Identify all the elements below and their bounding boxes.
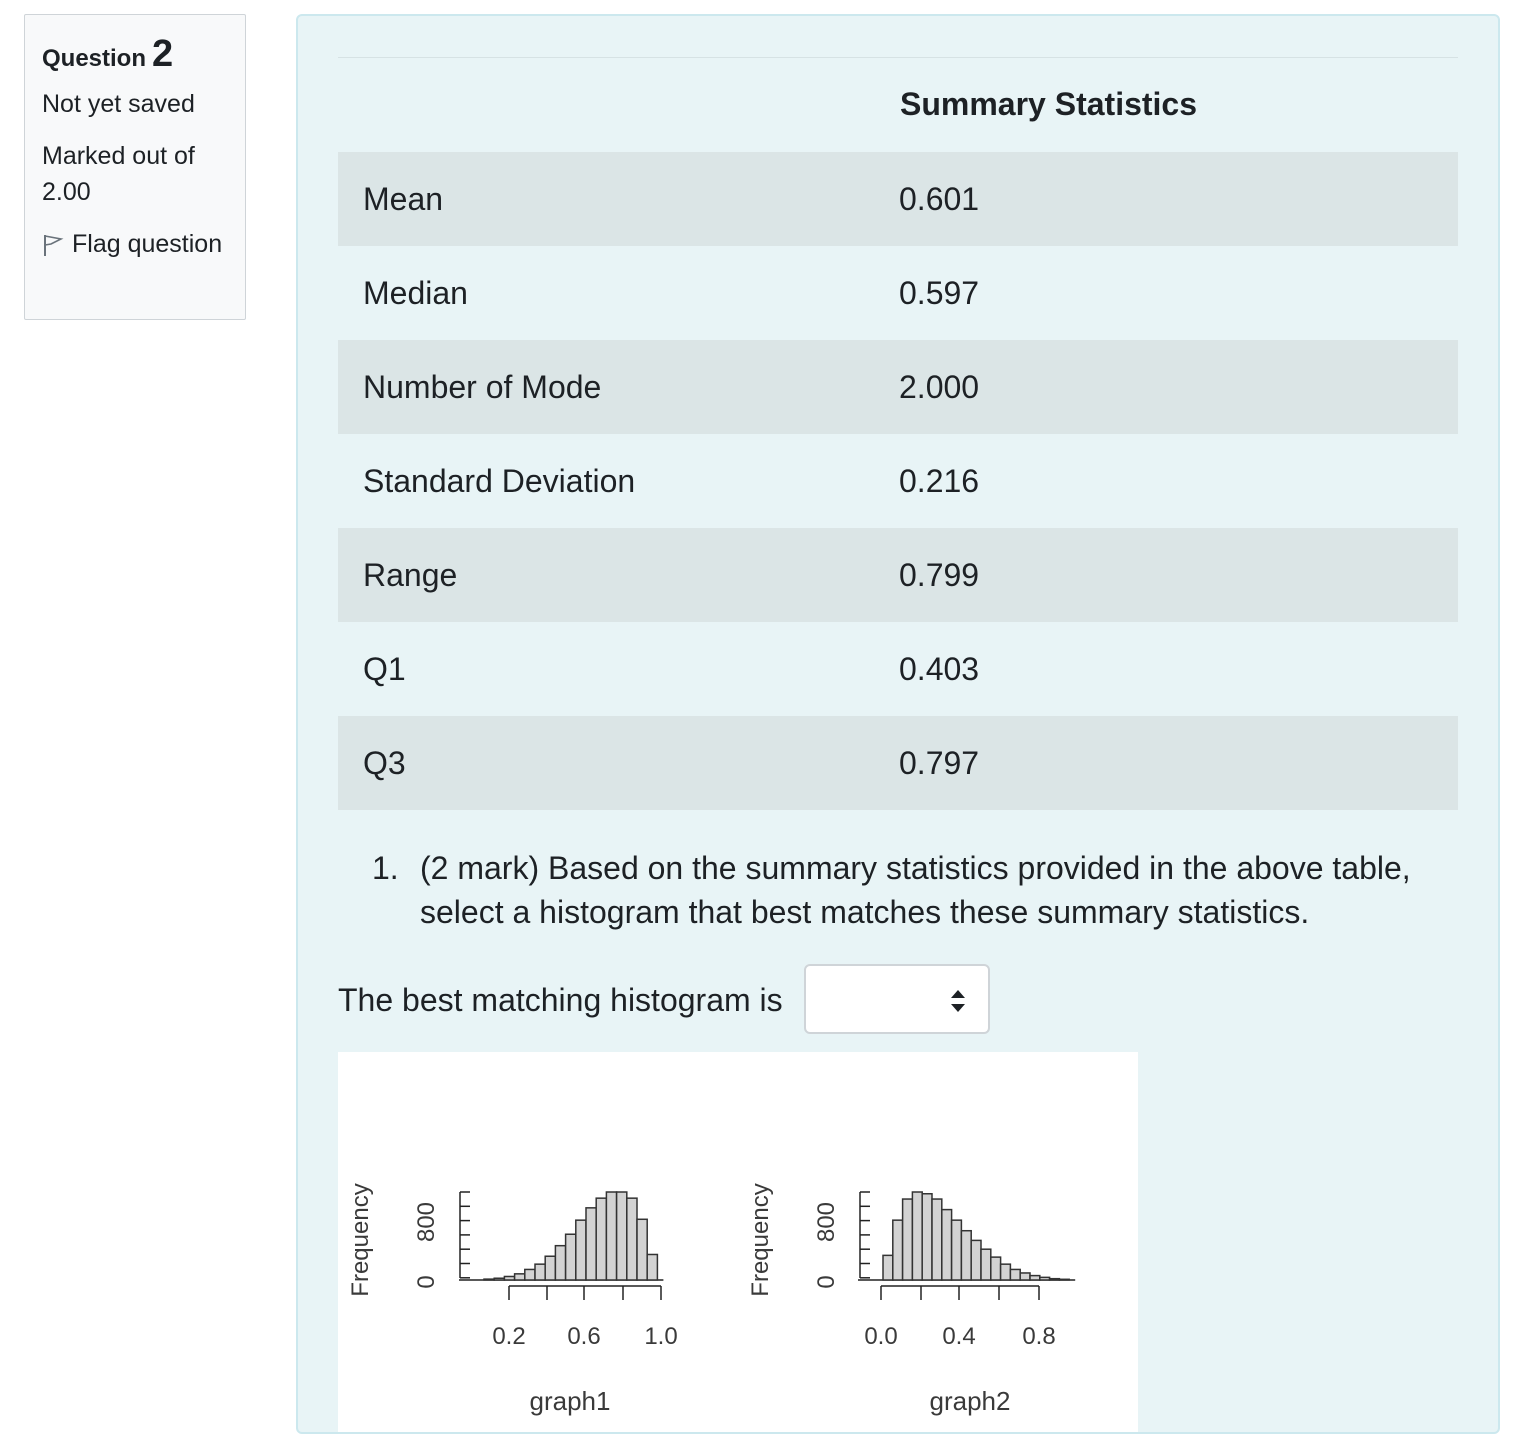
flag-question-label: Flag question xyxy=(72,230,223,258)
histogram-bar xyxy=(1059,1279,1069,1280)
table-row xyxy=(338,434,1458,528)
graph1-caption: graph1 xyxy=(529,1386,611,1416)
table-row xyxy=(338,246,1458,340)
histogram-bar xyxy=(1001,1264,1011,1280)
histogram-bar xyxy=(922,1194,932,1280)
summary-statistics-table xyxy=(338,152,1458,810)
histogram-bar xyxy=(484,1279,494,1280)
histogram-bar xyxy=(617,1192,627,1280)
histogram-bar xyxy=(991,1257,1001,1280)
histogram-graph2 xyxy=(747,1183,1075,1416)
question-grade: Marked out of 2.00 xyxy=(42,142,195,206)
row-value: 0.601 xyxy=(899,180,980,217)
question-label: Question xyxy=(42,45,147,72)
histogram-bar xyxy=(952,1220,962,1280)
graph2-ytick-0: 0 xyxy=(813,1275,840,1289)
graph2-xtick-0.8: 0.8 xyxy=(1022,1323,1056,1350)
row-label: Median xyxy=(363,274,468,311)
question-info-box xyxy=(24,14,246,320)
row-label: Q1 xyxy=(363,650,406,687)
histogram-bar xyxy=(1010,1269,1020,1280)
question-number-value: 2 xyxy=(152,33,174,75)
histogram-bar xyxy=(883,1255,893,1280)
graph1-xtick-0.2: 0.2 xyxy=(492,1323,526,1350)
question-text: (2 mark) Based on the summary statistics provided in the above table, select a histogram that best matches these summary statistics. xyxy=(420,850,1411,930)
histogram-bar xyxy=(525,1269,535,1280)
histogram-bar xyxy=(504,1276,514,1280)
answer-prompt: The best matching histogram is xyxy=(338,982,783,1018)
row-label: Standard Deviation xyxy=(363,462,636,499)
graph2-xtick-0.4: 0.4 xyxy=(942,1323,976,1350)
question-text-block xyxy=(372,846,1442,934)
histogram-bar xyxy=(596,1198,606,1280)
histogram-bar xyxy=(637,1219,647,1280)
graph1-ytick-800: 800 xyxy=(413,1201,440,1243)
graph1-ylabel: Frequency xyxy=(347,1183,374,1297)
histogram-bar xyxy=(606,1192,616,1280)
histogram-bar xyxy=(1040,1277,1050,1280)
table-row xyxy=(338,528,1458,622)
graph1-xtick-1.0: 1.0 xyxy=(644,1323,678,1350)
histogram-bar xyxy=(515,1274,525,1280)
row-value: 0.216 xyxy=(899,462,980,499)
graph2-caption: graph2 xyxy=(929,1386,1011,1416)
histogram-bar xyxy=(576,1220,586,1280)
histogram-bar xyxy=(1050,1279,1060,1280)
question-number xyxy=(42,35,245,78)
row-label: Mean xyxy=(363,180,444,217)
table-row xyxy=(338,152,1458,246)
row-value: 0.799 xyxy=(899,556,980,593)
row-label: Q3 xyxy=(363,744,406,781)
question-item-number: 1. xyxy=(372,850,399,886)
histogram-bar xyxy=(971,1240,981,1280)
question-content xyxy=(296,14,1500,1434)
sort-arrows-icon xyxy=(950,988,966,1014)
table-header: Summary Statistics xyxy=(900,86,1198,122)
histogram-bar xyxy=(545,1256,555,1280)
graph1-bars xyxy=(484,1192,657,1280)
row-value: 0.797 xyxy=(899,744,980,781)
graph2-xtick-0.0: 0.0 xyxy=(864,1323,898,1350)
histogram-bar xyxy=(535,1264,545,1280)
row-label: Range xyxy=(363,556,458,593)
histogram-bar xyxy=(494,1278,504,1280)
flag-question-link[interactable] xyxy=(42,226,245,262)
histogram-bar xyxy=(893,1220,903,1280)
row-value: 0.597 xyxy=(899,274,980,311)
histogram-bar xyxy=(932,1199,942,1280)
row-value: 0.403 xyxy=(899,650,980,687)
table-row xyxy=(338,622,1458,716)
histogram-bar xyxy=(961,1231,971,1280)
histogram-bar xyxy=(566,1234,576,1280)
histogram-bar xyxy=(903,1199,913,1280)
histogram-bar xyxy=(912,1192,922,1280)
histogram-bar xyxy=(1020,1273,1030,1280)
histogram-bar xyxy=(627,1198,637,1280)
histogram-bar xyxy=(586,1208,596,1280)
question-state: Not yet saved xyxy=(42,90,195,118)
row-label: Number of Mode xyxy=(363,368,602,405)
graph2-ylabel: Frequency xyxy=(747,1183,774,1297)
histogram-bar xyxy=(942,1210,952,1280)
flag-icon xyxy=(42,233,64,257)
histograms-image xyxy=(338,1052,1138,1432)
graph2-bars xyxy=(883,1192,1069,1280)
histogram-select[interactable] xyxy=(804,964,990,1034)
histogram-bar xyxy=(1030,1276,1040,1280)
histogram-bar xyxy=(647,1254,657,1280)
graph2-ytick-800: 800 xyxy=(813,1201,840,1243)
graph1-ytick-0: 0 xyxy=(413,1275,440,1289)
histogram-bar xyxy=(981,1249,991,1280)
table-row xyxy=(338,716,1458,810)
row-value: 2.000 xyxy=(899,368,980,405)
histogram-graph1 xyxy=(347,1183,678,1416)
divider xyxy=(338,57,1458,58)
histograms-figure xyxy=(338,1052,1138,1432)
table-row xyxy=(338,340,1458,434)
graph1-xtick-0.6: 0.6 xyxy=(567,1323,601,1350)
histogram-bar xyxy=(555,1246,565,1280)
